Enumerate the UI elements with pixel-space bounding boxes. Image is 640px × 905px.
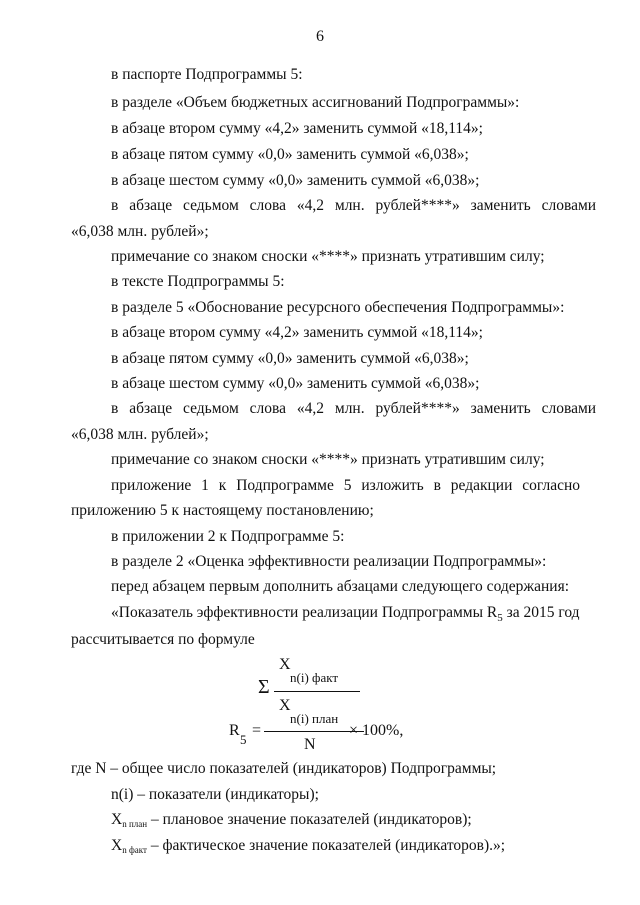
- definition-text: – фактическое значение показателей (индикаторов).»;: [146, 837, 506, 854]
- where-line: где N – общее число показателей (индикаторов) Подпрограммы;: [71, 760, 497, 777]
- definition-term: X: [111, 837, 123, 854]
- definition-term: X: [111, 811, 123, 828]
- formula-x-plan-sub: n(i) план: [290, 711, 339, 726]
- indicator-line-text: «Показатель эффективности реализации Подпрограммы R: [111, 604, 498, 621]
- text-line: в абзаце седьмом слова «4,2 млн. рублей****» заменить словами: [111, 400, 597, 417]
- text-line: в разделе 2 «Оценка эффективности реализации Подпрограммы»:: [111, 553, 547, 570]
- text-line: приложению 5 к настоящему постановлению;: [71, 502, 374, 519]
- definition-term-sub: n факт: [122, 845, 147, 855]
- definition-line: [111, 786, 319, 804]
- formula-multiplier: × 100%,: [349, 722, 404, 739]
- formula-x-fact-sub: n(i) факт: [290, 670, 339, 685]
- text-line: примечание со знаком сноски «****» признать утратившим силу;: [111, 451, 545, 468]
- definition-term-sub: n план: [122, 819, 148, 829]
- indicator-line-tail: за 2015 год: [502, 604, 580, 621]
- formula-r: R: [229, 722, 240, 739]
- definition-line: [111, 837, 505, 855]
- text-line: «6,038 млн. рублей»;: [71, 426, 209, 443]
- text-line: «6,038 млн. рублей»;: [71, 223, 209, 240]
- page-number: 6: [316, 28, 324, 45]
- formula-sum-sign: Σ: [258, 676, 270, 698]
- text-line: в абзаце втором сумму «4,2» заменить суммой «18,114»;: [111, 324, 483, 341]
- formula-equals: =: [252, 722, 262, 739]
- text-line: в абзаце седьмом слова «4,2 млн. рублей****» заменить словами: [111, 197, 597, 214]
- indicator-subscript: 5: [497, 612, 503, 624]
- text-line: в паспорте Подпрограммы 5:: [111, 66, 303, 83]
- text-line: перед абзацем первым дополнить абзацами следующего содержания:: [111, 578, 569, 595]
- definition-text: – показатели (индикаторы);: [133, 786, 319, 803]
- text-line: в тексте Подпрограммы 5:: [111, 273, 285, 290]
- calc-line: рассчитывается по формуле: [71, 631, 255, 648]
- formula-x-fact: X: [279, 656, 291, 673]
- formula-r-sub: 5: [240, 732, 247, 747]
- text-line: в приложении 2 к Подпрограмме 5:: [111, 528, 345, 545]
- text-line: в абзаце пятом сумму «0,0» заменить суммой «6,038»;: [111, 146, 469, 163]
- formula-x-plan: X: [279, 697, 291, 714]
- definition-text: – плановое значение показателей (индикаторов);: [147, 811, 472, 828]
- text-line: в абзаце шестом сумму «0,0» заменить суммой «6,038»;: [111, 172, 480, 189]
- formula-inner-bar: [274, 691, 360, 692]
- definition-line: [111, 811, 472, 829]
- text-line: приложение 1 к Подпрограмме 5 изложить в редакции согласно: [111, 477, 581, 494]
- text-line: в разделе 5 «Обоснование ресурсного обеспечения Подпрограммы»:: [111, 299, 565, 316]
- formula-denominator: N: [304, 736, 316, 753]
- text-line: в абзаце шестом сумму «0,0» заменить суммой «6,038»;: [111, 375, 480, 392]
- text-line: примечание со знаком сноски «****» признать утратившим силу;: [111, 248, 545, 265]
- text-line: в абзаце втором сумму «4,2» заменить суммой «18,114»;: [111, 120, 483, 137]
- text-line: в абзаце пятом сумму «0,0» заменить суммой «6,038»;: [111, 350, 469, 367]
- definition-term: n(i): [111, 786, 134, 803]
- text-line: в разделе «Объем бюджетных ассигнований Подпрограммы»:: [111, 94, 520, 111]
